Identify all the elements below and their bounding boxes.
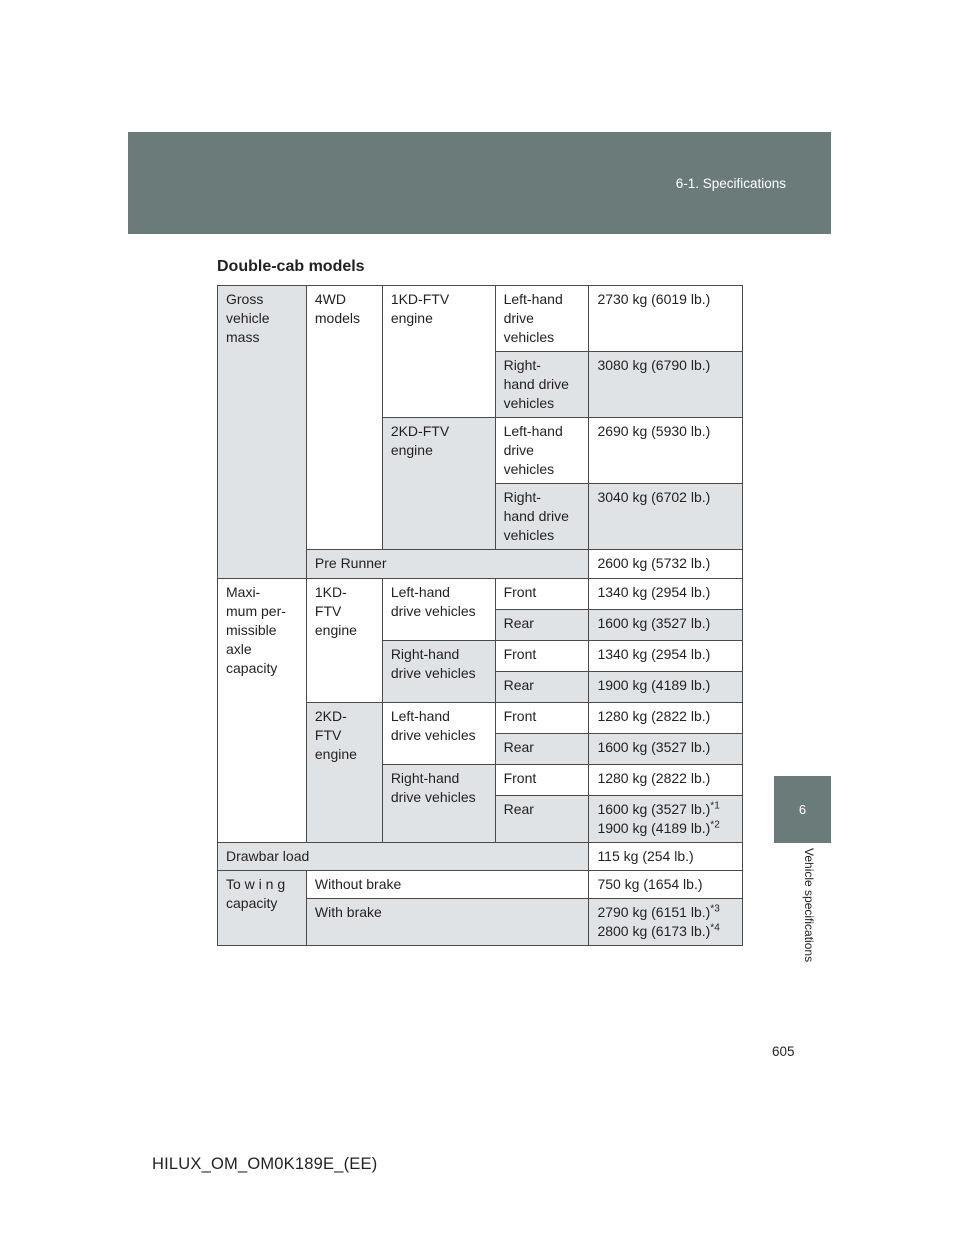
front-label: Front <box>495 703 589 734</box>
wd4-label: 4WD models <box>306 286 382 550</box>
axle-rhd-label: Right-hand drive vehicles <box>382 765 495 843</box>
chapter-tab: 6 <box>774 776 831 843</box>
gvm-1kd-rhd-value: 3080 kg (6790 lb.) <box>589 352 743 418</box>
section-title: Double-cab models <box>217 258 365 275</box>
axle-2kd-lhd-front: 1280 kg (2822 lb.) <box>589 703 743 734</box>
axle-1kd-lhd-front: 1340 kg (2954 lb.) <box>589 579 743 610</box>
axle-2kd-rhd-front: 1280 kg (2822 lb.) <box>589 765 743 796</box>
axle-1kd-lhd-rear: 1600 kg (3527 lb.) <box>589 610 743 641</box>
front-label: Front <box>495 579 589 610</box>
header-section: 6-1. Specifications <box>675 176 786 191</box>
without-brake-label: Without brake <box>306 871 589 899</box>
chapter-label <box>802 848 816 988</box>
axle-2kd-rhd-rear-value-1: 1600 kg (3527 lb.) <box>597 801 711 817</box>
rear-label: Rear <box>495 734 589 765</box>
gvm-label: Gross vehicle mass <box>218 286 307 579</box>
e2kd-label: 2KD-FTV engine <box>382 418 495 550</box>
rhd-label: Right- hand drive vehicles <box>495 352 589 418</box>
gvm-2kd-rhd-value: 3040 kg (6702 lb.) <box>589 484 743 550</box>
with-brake-value <box>589 899 743 946</box>
footnote-ref-1: *1 <box>710 800 720 812</box>
axle-label: Maxi- mum per- missible axle capacity <box>218 579 307 843</box>
spec-table <box>217 285 743 946</box>
with-brake-value-2: 2800 kg (6173 lb.) <box>597 923 711 939</box>
front-label: Front <box>495 641 589 672</box>
axle-rhd-label: Right-hand drive vehicles <box>382 641 495 703</box>
axle-1kd-label: 1KD- FTV engine <box>306 579 382 703</box>
front-label: Front <box>495 765 589 796</box>
header-band <box>128 132 831 234</box>
footer-doc-code: HILUX_OM_OM0K189E_(EE) <box>152 1155 378 1173</box>
footnote-ref-4: *4 <box>710 922 720 934</box>
axle-2kd-label: 2KD- FTV engine <box>306 703 382 843</box>
chapter-label-text: Vehicle specifications <box>802 848 816 963</box>
rear-label: Rear <box>495 672 589 703</box>
e1kd-label: 1KD-FTV engine <box>382 286 495 418</box>
lhd-label: Left-hand drive vehicles <box>495 418 589 484</box>
axle-1kd-rhd-front: 1340 kg (2954 lb.) <box>589 641 743 672</box>
towing-label: To w i n g capacity <box>218 871 307 946</box>
footnote-ref-3: *3 <box>710 903 720 915</box>
axle-2kd-rhd-rear-value-2: 1900 kg (4189 lb.) <box>597 820 711 836</box>
axle-2kd-rhd-rear <box>589 796 743 843</box>
rear-label: Rear <box>495 796 589 843</box>
prerunner-value: 2600 kg (5732 lb.) <box>589 550 743 579</box>
footnote-ref-2: *2 <box>710 819 720 831</box>
gvm-2kd-lhd-value: 2690 kg (5930 lb.) <box>589 418 743 484</box>
with-brake-label: With brake <box>306 899 589 946</box>
gvm-1kd-lhd-value: 2730 kg (6019 lb.) <box>589 286 743 352</box>
drawbar-label: Drawbar load <box>218 843 589 871</box>
lhd-label: Left-hand drive vehicles <box>495 286 589 352</box>
without-brake-value: 750 kg (1654 lb.) <box>589 871 743 899</box>
drawbar-value: 115 kg (254 lb.) <box>589 843 743 871</box>
rear-label: Rear <box>495 610 589 641</box>
axle-lhd-label: Left-hand drive vehicles <box>382 579 495 641</box>
page-number: 605 <box>772 1044 795 1059</box>
with-brake-value-1: 2790 kg (6151 lb.) <box>597 904 711 920</box>
prerunner-label: Pre Runner <box>306 550 589 579</box>
axle-lhd-label: Left-hand drive vehicles <box>382 703 495 765</box>
axle-2kd-lhd-rear: 1600 kg (3527 lb.) <box>589 734 743 765</box>
rhd-label: Right- hand drive vehicles <box>495 484 589 550</box>
axle-1kd-rhd-rear: 1900 kg (4189 lb.) <box>589 672 743 703</box>
